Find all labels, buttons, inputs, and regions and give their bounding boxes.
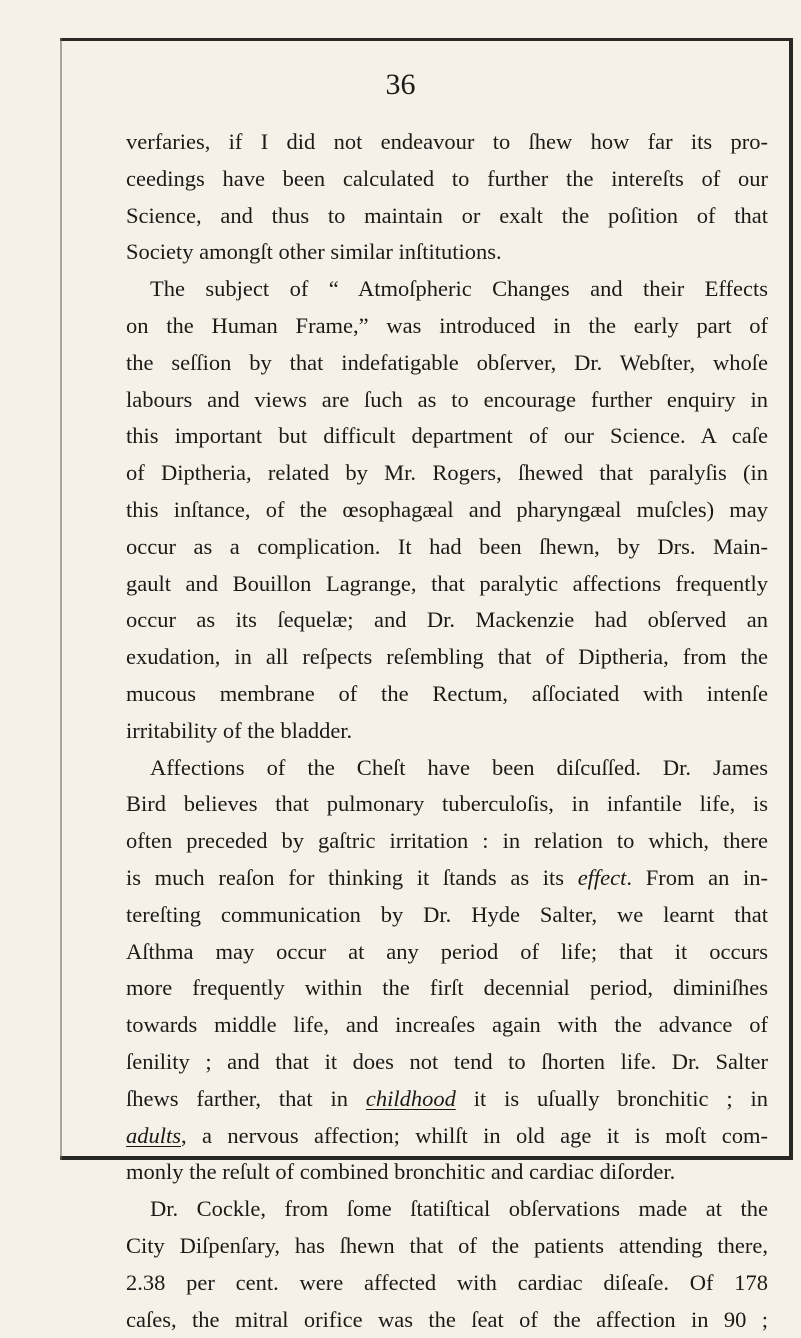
text-line: this important but difficult department of our Science. A caſe xyxy=(126,418,768,455)
text-line: exudation, in all reſpects reſembling that of Diptheria, from the xyxy=(126,639,768,676)
text-line xyxy=(126,860,768,897)
text-line: occur as a complication. It had been ſhewn, by Drs. Main- xyxy=(126,529,768,566)
text-line: ſenility ; and that it does not tend to ſhorten life. Dr. Salter xyxy=(126,1044,768,1081)
text-line: irritability of the bladder. xyxy=(126,713,768,750)
text-line: The subject of “ Atmoſpheric Changes and their Effects xyxy=(126,271,768,308)
text-segment: is much reaſon for thinking it ſtands as its xyxy=(126,865,564,890)
text-line: Bird believes that pulmonary tuberculoſis, in infantile life, is xyxy=(126,786,768,823)
text-segment: . From an in- xyxy=(626,865,768,890)
text-segment: it is uſually bronchitic ; in xyxy=(474,1086,768,1111)
text-line xyxy=(126,1081,768,1118)
text-line: 2.38 per cent. were affected with cardiac diſeaſe. Of 178 xyxy=(126,1265,768,1302)
text-line: the seſſion by that indefatigable obſerver, Dr. Webſter, whoſe xyxy=(126,345,768,382)
text-line: labours and views are ſuch as to encourage further enquiry in xyxy=(126,382,768,419)
text-segment: ſhews farther, that in xyxy=(126,1086,348,1111)
text-line: occur as its ſequelæ; and Dr. Mackenzie had obſerved an xyxy=(126,602,768,639)
italic-word-effect: effect xyxy=(578,865,627,890)
text-line: Aſthma may occur at any period of life; that it occurs xyxy=(126,934,768,971)
italic-word-adults: adults xyxy=(126,1123,181,1148)
body-text xyxy=(126,124,768,1338)
text-line: tereſting communication by Dr. Hyde Salter, we learnt that xyxy=(126,897,768,934)
page-border-right xyxy=(789,38,793,1160)
text-line: more frequently within the firſt decennial period, diminiſhes xyxy=(126,970,768,1007)
text-line: on the Human Frame,” was introduced in the early part of xyxy=(126,308,768,345)
text-line: monly the reſult of combined bronchitic and cardiac diſorder. xyxy=(126,1154,768,1191)
text-line: caſes, the mitral orifice was the ſeat of the affection in 90 ; xyxy=(126,1302,768,1338)
text-line: Dr. Cockle, from ſome ſtatiſtical obſervations made at the xyxy=(126,1191,768,1228)
text-line: towards middle life, and increaſes again with the advance of xyxy=(126,1007,768,1044)
text-line: often preceded by gaſtric irritation : in relation to which, there xyxy=(126,823,768,860)
italic-word-childhood: childhood xyxy=(366,1086,456,1111)
text-line: this inſtance, of the œsophagæal and pharyngæal muſcles) may xyxy=(126,492,768,529)
text-line: mucous membrane of the Rectum, aſſociated with intenſe xyxy=(126,676,768,713)
text-line xyxy=(126,1118,768,1155)
text-line: gault and Bouillon Lagrange, that paralytic affections frequently xyxy=(126,566,768,603)
text-segment: , a nervous affection; whilſt in old age it is moſt com- xyxy=(181,1123,768,1148)
text-line: ceedings have been calculated to further the intereſts of our xyxy=(126,161,768,198)
text-line: Science, and thus to maintain or exalt the poſition of that xyxy=(126,198,768,235)
text-line: Affections of the Cheſt have been diſcuſſed. Dr. James xyxy=(126,750,768,787)
text-line: verfaries, if I did not endeavour to ſhew how far its pro- xyxy=(126,124,768,161)
page-border-top xyxy=(60,38,793,41)
text-line: of Diptheria, related by Mr. Rogers, ſhewed that paralyſis (in xyxy=(126,455,768,492)
text-line: Society amongſt other similar inſtitutions. xyxy=(126,234,768,271)
page-border-left xyxy=(60,38,62,1160)
page-number: 36 xyxy=(0,70,801,100)
text-line: City Diſpenſary, has ſhewn that of the patients attending there, xyxy=(126,1228,768,1265)
